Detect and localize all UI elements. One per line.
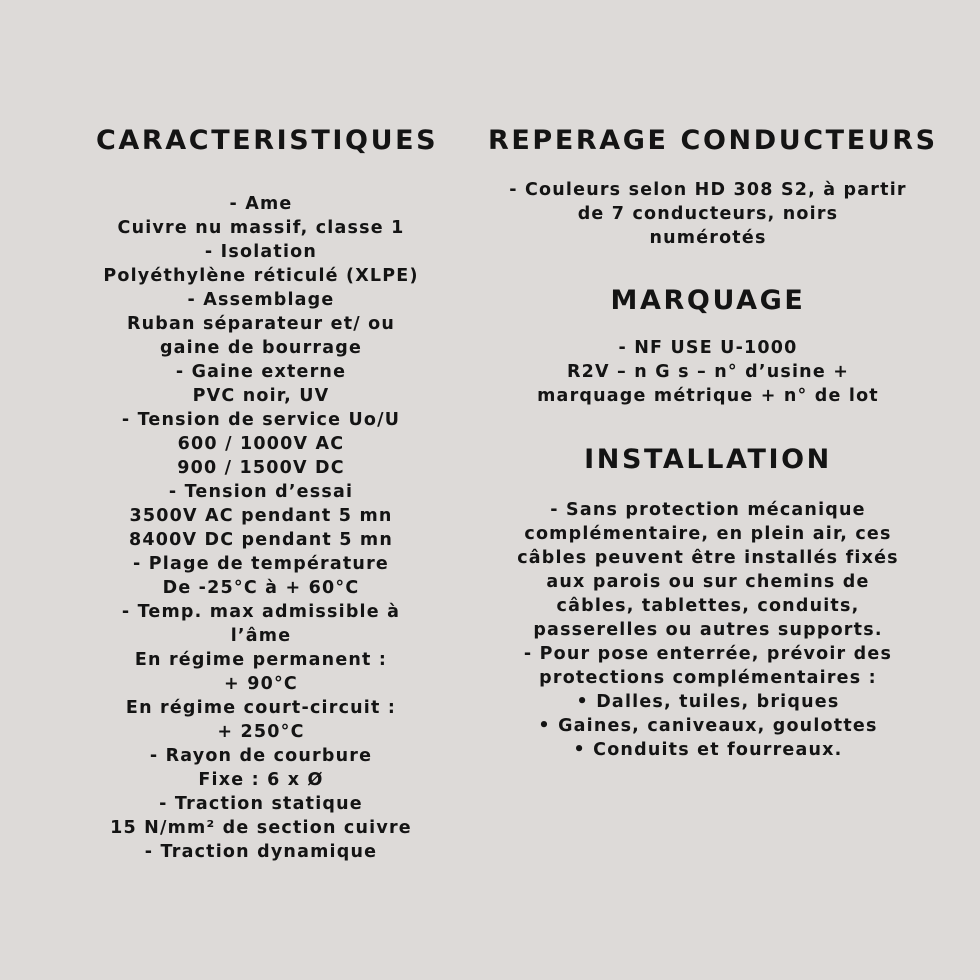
caracteristiques-line: - Traction statique bbox=[159, 794, 363, 814]
caracteristiques-list bbox=[96, 192, 426, 864]
caracteristiques-line: gaine de bourrage bbox=[159, 338, 363, 358]
marquage-line: - NF USE U-1000 bbox=[618, 338, 798, 358]
marquage-list bbox=[488, 336, 928, 408]
caracteristiques-line: PVC noir, UV bbox=[192, 386, 330, 406]
installation-line: - Pour pose enterrée, prévoir des bbox=[523, 644, 893, 664]
caracteristiques-heading: CARACTERISTIQUES bbox=[96, 125, 439, 156]
caracteristiques-line: - Assemblage bbox=[187, 290, 335, 310]
caracteristiques-line: 600 / 1000V AC bbox=[177, 434, 345, 454]
caracteristiques-line: Ruban séparateur et/ ou bbox=[126, 314, 396, 334]
caracteristiques-line: Cuivre nu massif, classe 1 bbox=[117, 218, 405, 238]
marquage-heading: MARQUAGE bbox=[610, 285, 806, 316]
caracteristiques-line: Polyéthylène réticulé (XLPE) bbox=[103, 266, 419, 286]
caracteristiques-line: 15 N/mm² de section cuivre bbox=[110, 818, 412, 838]
installation-heading: INSTALLATION bbox=[584, 444, 832, 475]
caracteristiques-column bbox=[96, 123, 439, 864]
caracteristiques-line: En régime court-circuit : bbox=[125, 698, 397, 718]
caracteristiques-line: + 250°C bbox=[217, 722, 305, 742]
installation-line: protections complémentaires : bbox=[539, 668, 877, 688]
caracteristiques-line: - Traction dynamique bbox=[144, 842, 378, 862]
caracteristiques-line: 3500V AC pendant 5 mn bbox=[129, 506, 393, 526]
caracteristiques-line: - Tension de service Uo/U bbox=[121, 410, 401, 430]
caracteristiques-line: - Plage de température bbox=[133, 554, 389, 574]
marquage-section bbox=[488, 283, 928, 408]
caracteristiques-line: - Gaine externe bbox=[175, 362, 347, 382]
installation-bullet: • Dalles, tuiles, briques bbox=[576, 692, 840, 712]
reperage-line: numérotés bbox=[649, 228, 767, 248]
marquage-line: marquage métrique + n° de lot bbox=[537, 386, 879, 406]
caracteristiques-line: 900 / 1500V DC bbox=[177, 458, 345, 478]
reperage-line: de 7 conducteurs, noirs bbox=[577, 204, 839, 224]
installation-bullet: • Gaines, caniveaux, goulottes bbox=[538, 716, 878, 736]
installation-bullet: • Conduits et fourreaux. bbox=[573, 740, 843, 760]
installation-line: - Sans protection mécanique bbox=[550, 500, 866, 520]
caracteristiques-line: - Ame bbox=[229, 194, 293, 214]
reperage-line: - Couleurs selon HD 308 S2, à partir bbox=[509, 180, 907, 200]
caracteristiques-line: + 90°C bbox=[224, 674, 298, 694]
caracteristiques-line: - Isolation bbox=[204, 242, 318, 262]
marquage-line: R2V – n G s – n° d’usine + bbox=[566, 362, 850, 382]
caracteristiques-line: Fixe : 6 x Ø bbox=[198, 770, 324, 790]
caracteristiques-line: - Tension d’essai bbox=[168, 482, 354, 502]
installation-line: complémentaire, en plein air, ces bbox=[524, 524, 892, 544]
installation-line: aux parois ou sur chemins de bbox=[546, 572, 870, 592]
caracteristiques-line: - Temp. max admissible à bbox=[121, 602, 401, 622]
caracteristiques-line: l’âme bbox=[230, 626, 292, 646]
installation-line: câbles, tablettes, conduits, bbox=[556, 596, 860, 616]
reperage-list bbox=[488, 178, 928, 250]
caracteristiques-line: - Rayon de courbure bbox=[149, 746, 373, 766]
caracteristiques-line: En régime permanent : bbox=[134, 650, 388, 670]
caracteristiques-line: De -25°C à + 60°C bbox=[162, 578, 360, 598]
reperage-section bbox=[488, 123, 938, 250]
reperage-heading: REPERAGE CONDUCTEURS bbox=[488, 125, 938, 156]
right-column bbox=[488, 123, 938, 762]
installation-section bbox=[488, 442, 928, 762]
caracteristiques-line: 8400V DC pendant 5 mn bbox=[128, 530, 394, 550]
installation-line: passerelles ou autres supports. bbox=[533, 620, 883, 640]
installation-line: câbles peuvent être installés fixés bbox=[517, 548, 899, 568]
installation-list bbox=[488, 498, 928, 762]
